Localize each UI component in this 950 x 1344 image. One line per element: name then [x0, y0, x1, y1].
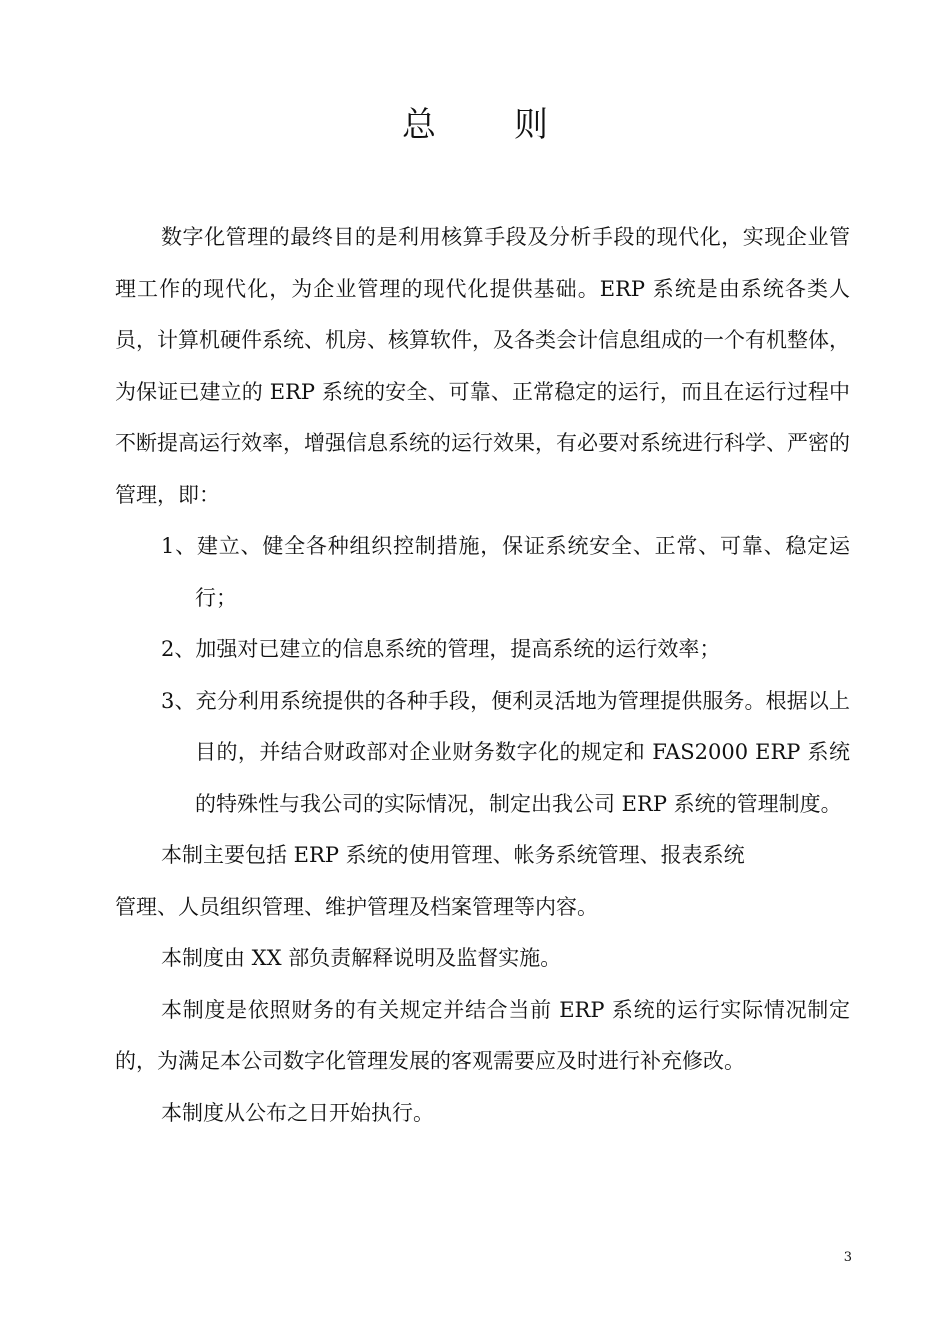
list-item-2: 2、加强对已建立的信息系统的管理，提高系统的运行效率； [161, 637, 721, 661]
scope-line-1: 本制主要包括 ERP 系统的使用管理、帐务系统管理、报表系统 [161, 843, 745, 867]
list-item-1: 1、建立、健全各种组织控制措施，保证系统安全、正常、可靠、稳定运行； [161, 534, 850, 610]
document-body [115, 212, 850, 1139]
page-title [0, 100, 950, 150]
list-item-3: 3、充分利用系统提供的各种手段，便利灵活地为管理提供服务。根据以上目的，并结合财政部对企业财务数字化的规定和 FAS2000 ERP 系统的特殊性与我公司的实际情况，制定出我公司 ERP 系统的管理制度。 [161, 688, 850, 816]
effective-paragraph: 本制度从公布之日开始执行。 [161, 1100, 434, 1125]
intro-paragraph: 数字化管理的最终目的是利用核算手段及分析手段的现代化，实现企业管理工作的现代化，为企业管理的现代化提供基础。ERP 系统是由系统各类人员，计算机硬件系统、机房、核算软件，及各类会计信息组成的一个有机整体，为保证已建立的 ERP 系统的安全、可靠、正常稳定的运行，而且在运行过程中不断提高运行效率，增强信息系统的运行效果，有必要对系统进行科学、严密的管理，即： [115, 225, 850, 507]
interpretation-paragraph: 本制度由 XX 部负责解释说明及监督实施。 [161, 946, 562, 970]
title-char-2: 则 [514, 105, 548, 145]
basis-paragraph: 本制度是依照财务的有关规定并结合当前 ERP 系统的运行实际情况制定的，为满足本公司数字化管理发展的客观需要应及时进行补充修改。 [115, 997, 850, 1073]
title-char-1: 总 [402, 105, 436, 145]
scope-paragraph [115, 830, 850, 933]
page-number: 3 [843, 1250, 852, 1265]
scope-line-2: 管理、人员组织管理、维护管理及档案管理等内容。 [115, 894, 598, 919]
